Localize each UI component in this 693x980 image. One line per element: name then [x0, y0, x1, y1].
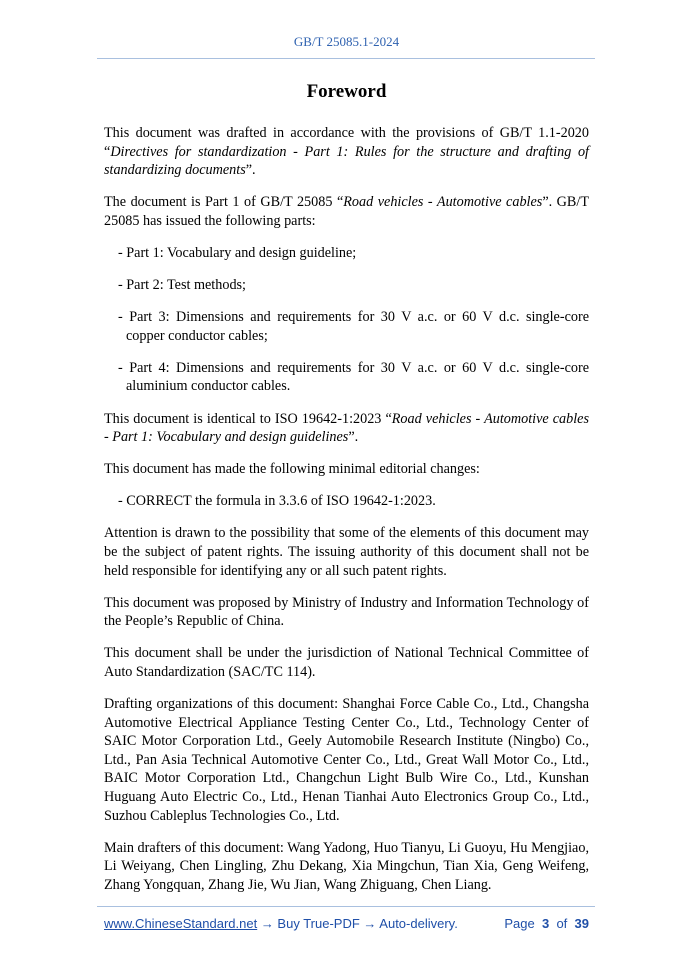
website-link[interactable]: www.ChineseStandard.net	[104, 916, 258, 931]
list-item-editorial-change: - CORRECT the formula in 3.3.6 of ISO 19642-1:2023.	[118, 493, 436, 510]
page-footer	[104, 916, 589, 934]
page-of-label: of	[556, 916, 568, 931]
paragraph-drafting-organizations: Drafting organizations of this document: Shanghai Force Cable Co., Ltd., Changsha Automotive Electrical Appliance Testing Center Co., Ltd., Technology Center of SAIC Motor Corporation Ltd., Geely Automobile Research Institute (Ningbo) Co., Ltd., Pan Asia Technical Automotive Center Co., Ltd., Great Wall Motor Co., Ltd., BAIC Motor Corporation Ltd., Changchun Light Bulb Wire Co., Ltd., Kunshan Huguang Auto Electric Co., Ltd., Henan Tianhai Auto Electronics Group Co., Ltd., Suzhou Cableplus Technologies Co., Ltd.	[104, 696, 589, 824]
page-header-code: GB/T 25085.1-2024	[293, 34, 400, 49]
paragraph-editorial-changes: This document has made the following minimal editorial changes:	[104, 461, 480, 478]
paragraph-proposed-by: This document was proposed by Ministry of Industry and Information Technology of the People’s Republic of China.	[104, 594, 589, 630]
text-run: ”. GB/T 25085 has issued the following parts:	[104, 194, 589, 229]
header-divider	[97, 58, 595, 59]
list-item-part-1: - Part 1: Vocabulary and design guideline;	[118, 244, 357, 261]
paragraph-jurisdiction: This document shall be under the jurisdiction of National Technical Committee of Auto Standardization (SAC/TC 114).	[104, 645, 589, 680]
page-label: Page	[504, 916, 535, 931]
page-total: 39	[574, 916, 589, 931]
paragraph-identical-iso	[104, 410, 589, 447]
list-item-part-4: - Part 4: Dimensions and requirements for 30 V a.c. or 60 V d.c. single-core aluminium conductor cables.	[118, 359, 589, 395]
paragraph-patent-notice: Attention is drawn to the possibility that some of the elements of this document may be the subject of patent rights. The issuing authority of this document shall not be held responsible for identifying any or all such patent rights.	[104, 525, 589, 579]
text-run: This document is identical to ISO 19642-1:2023 “	[104, 410, 392, 427]
text-run: ”.	[245, 162, 256, 179]
paragraph-series-parts	[104, 193, 589, 230]
footer-promo-text: → Buy True-PDF → Auto-delivery.	[257, 916, 458, 931]
page-current: 3	[541, 916, 550, 931]
page-number	[504, 916, 589, 931]
text-run: This document was drafted in accordance with the provisions of GB/T 1.1-2020 “	[104, 125, 589, 160]
list-item-part-3: - Part 3: Dimensions and requirements for 30 V a.c. or 60 V d.c. single-core copper conductor cables;	[118, 309, 589, 344]
paragraph-main-drafters: Main drafters of this document: Wang Yadong, Huo Tianyu, Li Guoyu, Hu Mengjiao, Li Weiyang, Chen Lingling, Zhu Dekang, Xia Mingchun, Tian Xia, Geng Weifeng, Zhang Yongquan, Zhang Jie, Wu Jian, Wang Zhiguang, Chen Liang.	[104, 839, 589, 893]
footer-promo	[104, 916, 458, 931]
italic-title: Directives for standardization - Part 1: Rules for the structure and drafting of standardizing documents	[104, 143, 589, 179]
paragraph-drafting-provisions	[104, 124, 589, 180]
list-item-part-2: - Part 2: Test methods;	[118, 277, 246, 294]
footer-divider	[97, 906, 595, 907]
foreword-body	[104, 124, 589, 908]
page-title: Foreword	[306, 81, 387, 102]
text-run: ”.	[348, 429, 359, 446]
italic-title: Road vehicles - Automotive cables - Part 1: Vocabulary and design guidelines	[104, 410, 589, 446]
text-run: The document is Part 1 of GB/T 25085 “	[104, 194, 344, 211]
italic-title: Road vehicles - Automotive cables	[343, 194, 543, 211]
